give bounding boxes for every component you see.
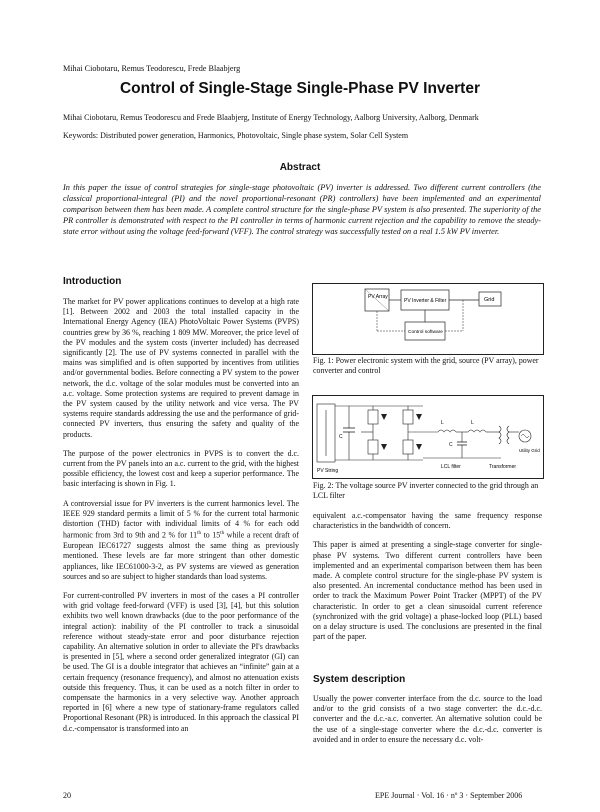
superscript: th (220, 531, 225, 537)
diode-d1 (381, 414, 387, 420)
page-number: 20 (63, 791, 71, 800)
cf-label: C (449, 442, 453, 448)
pv-string-label: PV String (317, 468, 339, 474)
running-authors: Mihai Ciobotaru, Remus Teodorescu, Frede Blaabjerg (63, 64, 241, 73)
body-paragraph: This paper is aimed at presenting a single-stage converter for single-phase PV systems. Two different current controllers have been implemented and an experimental comparison between them has been made. A complete control structure for the single-phase PV system is also presented. An incremental conductance method has been used in order to track the Maximum Power Point Tracker (MPPT) of the PV characteristic. In order to get a clean sinusoidal current reference (synchronized with the grid voltage) a phase-locked loop (PLL) based on a delay structure is used. The conclusions are presented in the final part of the paper. (313, 540, 542, 642)
figure-2-diagram (313, 396, 543, 478)
switch-s1 (368, 410, 378, 424)
transformer-primary (499, 426, 501, 444)
switch-s2 (368, 440, 378, 454)
figure-2-caption: Fig. 2: The voltage source PV inverter connected to the grid through an LCL filter (313, 481, 539, 500)
intro-paragraph: The market for PV power applications continues to develop at a high rate [1]. Between 2002 and 2003 the total installed capacity in the International Energy Agency (IEA) PhotoVoltaic Power Systems (PVPS) countries grew by 36 %, reaching 1 809 MW. Moreover, the price level of the PV modules and the system costs (inverter included) has decreased significantly [2]. The use of PV systems connected in parallel with the mains was simplified and is often supported by incentives from utilities and/or governmental bodies. Before connecting a PV system to the power network, the d.c. voltage of the solar modules must be converted into an a.c. voltage. Some protection systems are required to prevent damage in the PV system caused by the utility network and vice versa. The PV systems require standards addressing the use and the performance of grid-connected PV inverters, thus ensuring the safety and quality of the products. (63, 297, 299, 439)
figure-1 (312, 283, 544, 355)
paper-title: Control of Single-Stage Single-Phase PV Inverter (119, 80, 480, 97)
inverter-label: PV Inverter & Filter (404, 298, 447, 304)
keywords: Keywords: Distributed power generation, Harmonics, Photovoltaic, Single phase system, Solar Cell System (63, 131, 409, 140)
transformer-secondary (507, 426, 509, 444)
intro-paragraph: The purpose of the power electronics in PVPS is to convert the d.c. current from the PV panels into an a.c. current to the grid, with the highest possible efficiency, the lowest cost and keep a superior performance. The basic interfacing is shown in Fig. 1. (63, 448, 299, 489)
text-run: A controversial issue for PV inverters is the current harmonics level. The IEEE 929 standard permits a limit of 5 % for the current total harmonic distortion (THD) factor with individual limits of 4 % for each odd harmonic from 3rd to 9th and 2 % for 11 (63, 498, 299, 540)
switch-s3 (403, 410, 413, 424)
figure-1-caption: Fig. 1: Power electronic system with the grid, source (PV array), power converter and control (313, 356, 539, 375)
lcl-label: LCL filter (441, 464, 461, 470)
right-column (313, 511, 542, 651)
abstract-heading: Abstract (279, 162, 321, 173)
right-column-continued (313, 694, 542, 754)
system-description-heading: System description (313, 674, 406, 685)
cpv-label: C (339, 434, 343, 440)
inductor-l1 (438, 430, 456, 432)
text-run: to 15 (201, 530, 221, 540)
control-label: Control software (408, 330, 443, 335)
diode-d2 (381, 444, 387, 450)
figure-2 (312, 395, 544, 479)
affiliation: Mihai Ciobotaru, Remus Teodorescu and Frede Blaabjerg, Institute of Energy Technology, Aalborg University, Aalborg, Denmark (63, 113, 479, 122)
left-column (63, 297, 299, 743)
diode-d4 (416, 444, 422, 450)
abstract-text: In this paper the issue of control strategies for single-stage photovoltaic (PV) inverter is addressed. Two different current controllers (the classical proportional-integral (PI) and the novel proportional-resonant (PR) controllers) have been implemented and an experimental comparison between them has been made. A complete control structure for the single-phase PV system is also presented. The superiority of the PR controller is demonstrated with respect to the PI controller in terms of harmonic current rejection and the capability to remove the steady-state error without using the voltage feed-forward (VFF). The control strategy was successfully tested on a real 1.5 kW PV inverter. (63, 183, 541, 236)
body-paragraph: equivalent a.c.-compensator having the same frequency response characteristics in the bandwidth of concern. (313, 511, 542, 531)
intro-paragraph (63, 499, 299, 582)
inductor-l2 (468, 430, 486, 432)
switch-s4 (403, 440, 413, 454)
pv-array-label: PV Array (368, 294, 388, 300)
utility-grid-label: Utility Grid (519, 448, 540, 453)
figure-1-diagram (313, 284, 543, 354)
grid-label: Grid (484, 297, 495, 303)
intro-heading: Introduction (63, 276, 122, 287)
journal-footer: EPE Journal · Vol. 16 · nº 3 · September 2006 (375, 791, 523, 800)
superscript: th (197, 531, 201, 537)
text-run: while a recent draft of European IEC61727 suggests almost the same thing as previously mentioned. These levels are far more stringent than other domestic appliances, like IEC61000-3-2, as PV systems are viewed as generation sources and so are subject to higher standards than load systems. (63, 530, 299, 581)
intro-paragraph: For current-controlled PV inverters in most of the cases a PI controller with grid voltage feed-forward (VFF) is used [3], [4], but this solution exhibits two well known drawbacks (due to the poor performance of the integral action): inability of the PI controller to track a sinusoidal reference without steady-state error and poor disturbance rejection capability. An alternative solution in order to alleviate the PI's drawbacks is presented in [5], where a second order generalized integrator (GI) can be used. The GI is a double integrator that achieves an “infinite” gain at a certain frequency (resonance frequency), and almost no attenuation exists outside this frequency. Thus, it can be used as a notch filter in order to compensate the harmonics in a very selective way. Another approach reported in [6] where a new type of stationary-frame regulators called Proportional Resonant (PR) is introduced. In this approach the classical PI d.c.-compensator is transformed into an (63, 590, 299, 733)
transformer-label: Transformer (489, 464, 517, 470)
diode-d3 (416, 414, 422, 420)
l1-label: L (441, 420, 444, 426)
l2-label: L (471, 420, 474, 426)
body-paragraph: Usually the power converter interface from the d.c. source to the load and/or to the grid consists of a two stage converter: the d.c.-d.c. converter and the d.c.-a.c. converter. An alternative solution could be the use of a single-stage converter where the d.c.-d.c. converter is avoided and in order to ensure the necessary d.c. volt- (313, 694, 542, 744)
